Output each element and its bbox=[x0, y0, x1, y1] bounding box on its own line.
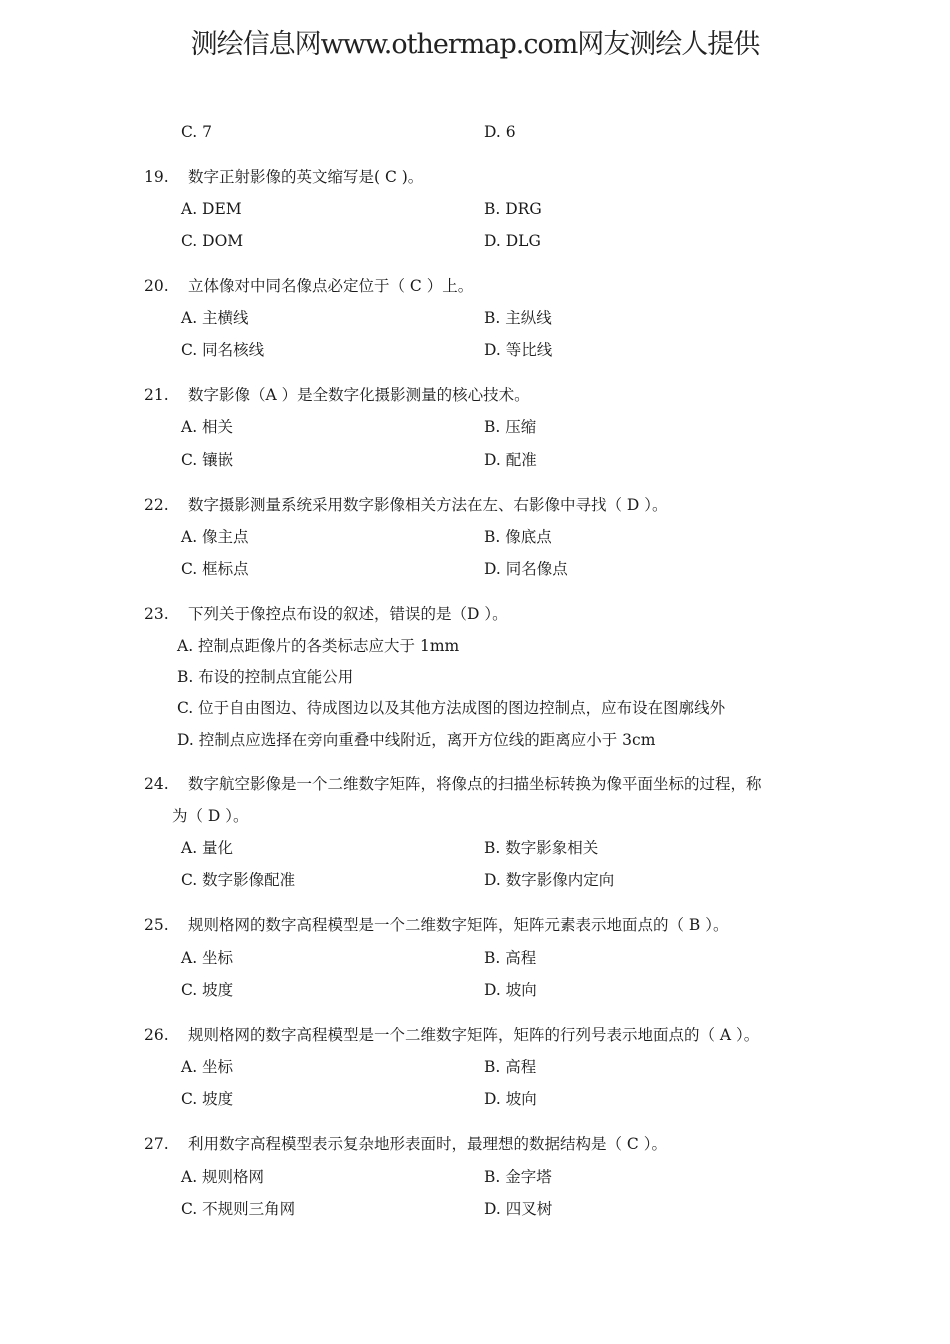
option-c: C. 同名核线 bbox=[181, 341, 265, 359]
option-a: A. 坐标 bbox=[181, 949, 234, 967]
question-text-continued: 为（ D ）。 bbox=[172, 807, 249, 825]
question-23 bbox=[144, 604, 508, 624]
option-b: B. 金字塔 bbox=[484, 1168, 552, 1186]
question-text: 数字摄影测量系统采用数字影像相关方法在左、右影像中寻找（ D ）。 bbox=[188, 496, 668, 514]
option-b: B. 高程 bbox=[484, 1058, 537, 1076]
option-c: C. 镶嵌 bbox=[181, 451, 234, 469]
question-24 bbox=[144, 774, 762, 794]
question-number: 25. bbox=[144, 916, 169, 934]
question-text: 规则格网的数字高程模型是一个二维数字矩阵，矩阵的行列号表示地面点的（ A ）。 bbox=[188, 1026, 760, 1044]
question-number: 21. bbox=[144, 386, 169, 404]
question-text: 利用数字高程模型表示复杂地形表面时，最理想的数据结构是（ C ）。 bbox=[188, 1135, 667, 1153]
option-d: D. 配准 bbox=[484, 451, 537, 469]
question-22 bbox=[144, 495, 668, 515]
question-text: 规则格网的数字高程模型是一个二维数字矩阵，矩阵元素表示地面点的（ B ）。 bbox=[188, 916, 729, 934]
question-27 bbox=[144, 1134, 667, 1154]
question-number: 20. bbox=[144, 277, 169, 295]
option-a: A. DEM bbox=[181, 200, 242, 218]
option-a: A. 像主点 bbox=[181, 528, 249, 546]
question-text: 数字影像（A ）是全数字化摄影测量的核心技术。 bbox=[188, 386, 530, 404]
option-c: C. 框标点 bbox=[181, 560, 249, 578]
question-19 bbox=[144, 167, 423, 187]
option-b: B. 布设的控制点宜能公用 bbox=[177, 668, 354, 686]
option-c: C. 数字影像配准 bbox=[181, 871, 296, 889]
option-d: D. 四叉树 bbox=[484, 1200, 553, 1218]
question-21 bbox=[144, 385, 530, 405]
option-c: C. DOM bbox=[181, 232, 244, 250]
question-text: 数字航空影像是一个二维数字矩阵，将像点的扫描坐标转换为像平面坐标的过程，称 bbox=[188, 775, 762, 793]
page-header: 测绘信息网www.othermap.com网友测绘人提供 bbox=[190, 29, 760, 60]
question-number: 24. bbox=[144, 775, 169, 793]
option-a: A. 相关 bbox=[181, 418, 234, 436]
option-d: D. 数字影像内定向 bbox=[484, 871, 615, 889]
option-a: A. 主横线 bbox=[181, 309, 249, 327]
question-text: 立体像对中同名像点必定位于（ C ）上。 bbox=[188, 277, 474, 295]
option-a: A. 坐标 bbox=[181, 1058, 234, 1076]
option-c: C. 坡度 bbox=[181, 1090, 234, 1108]
option-b: B. 数字影象相关 bbox=[484, 839, 599, 857]
option-c: C. 不规则三角网 bbox=[181, 1200, 296, 1218]
option-c: C. 7 bbox=[181, 123, 213, 141]
question-text: 下列关于像控点布设的叙述，错误的是（D ）。 bbox=[188, 605, 508, 623]
question-number: 19. bbox=[144, 168, 169, 186]
option-b: B. 主纵线 bbox=[484, 309, 552, 327]
option-b: B. 高程 bbox=[484, 949, 537, 967]
option-d: D. 坡向 bbox=[484, 1090, 537, 1108]
option-a: A. 控制点距像片的各类标志应大于 1mm bbox=[177, 637, 460, 655]
option-c: C. 位于自由图边、待成图边以及其他方法成图的图边控制点，应布设在图廓线外 bbox=[177, 699, 726, 717]
question-number: 22. bbox=[144, 496, 169, 514]
question-25 bbox=[144, 915, 729, 935]
option-d: D. 同名像点 bbox=[484, 560, 568, 578]
option-b: B. 压缩 bbox=[484, 418, 537, 436]
question-number: 27. bbox=[144, 1135, 169, 1153]
option-a: A. 规则格网 bbox=[181, 1168, 265, 1186]
option-d: D. 6 bbox=[484, 123, 516, 141]
question-20 bbox=[144, 276, 473, 296]
option-d: D. DLG bbox=[484, 232, 541, 250]
option-a: A. 量化 bbox=[181, 839, 234, 857]
question-number: 23. bbox=[144, 605, 169, 623]
question-26 bbox=[144, 1025, 759, 1045]
question-text: 数字正射影像的英文缩写是( C )。 bbox=[188, 168, 424, 186]
option-d: D. 等比线 bbox=[484, 341, 553, 359]
option-d: D. 坡向 bbox=[484, 981, 537, 999]
option-d: D. 控制点应选择在旁向重叠中线附近，离开方位线的距离应小于 3cm bbox=[177, 731, 656, 749]
option-b: B. DRG bbox=[484, 200, 542, 218]
option-b: B. 像底点 bbox=[484, 528, 552, 546]
question-number: 26. bbox=[144, 1026, 169, 1044]
option-c: C. 坡度 bbox=[181, 981, 234, 999]
